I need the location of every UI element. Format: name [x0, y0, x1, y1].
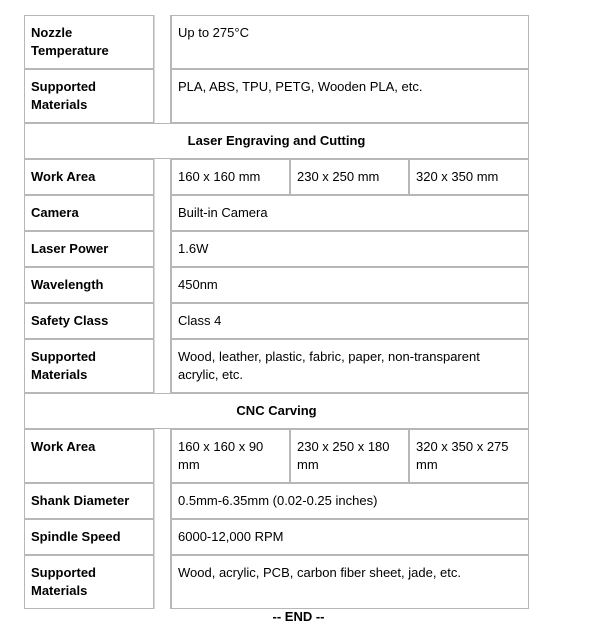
- section-title-laser: Laser Engraving and Cutting: [24, 123, 529, 159]
- spec-label: Work Area: [24, 429, 154, 483]
- work-area-option: 230 x 250 mm: [290, 159, 409, 195]
- table-row: [24, 231, 529, 267]
- table-row: [24, 69, 529, 123]
- column-gap: [154, 267, 171, 303]
- spec-value: Up to 275°C: [171, 15, 529, 69]
- spec-label: Supported Materials: [24, 555, 154, 609]
- spec-value: Built-in Camera: [171, 195, 529, 231]
- spec-label: Camera: [24, 195, 154, 231]
- spec-value: Wood, acrylic, PCB, carbon fiber sheet, jade, etc.: [171, 555, 529, 609]
- column-gap: [154, 303, 171, 339]
- table-row: [24, 555, 529, 609]
- table-row: [24, 267, 529, 303]
- column-gap: [154, 339, 171, 393]
- end-marker: -- END --: [272, 609, 325, 624]
- spec-label: Nozzle Temperature: [24, 15, 154, 69]
- table-row: [24, 15, 529, 69]
- work-area-option: 230 x 250 x 180 mm: [290, 429, 409, 483]
- spec-label: Safety Class: [24, 303, 154, 339]
- spec-label: Spindle Speed: [24, 519, 154, 555]
- table-row: [24, 303, 529, 339]
- column-gap: [154, 519, 171, 555]
- work-area-option: 320 x 350 mm: [409, 159, 529, 195]
- column-gap: [154, 15, 171, 69]
- work-area-option: 160 x 160 mm: [171, 159, 290, 195]
- work-area-option: 320 x 350 x 275 mm: [409, 429, 529, 483]
- table-row: [24, 519, 529, 555]
- spec-label: Supported Materials: [24, 69, 154, 123]
- column-gap: [154, 195, 171, 231]
- spec-value: 0.5mm-6.35mm (0.02-0.25 inches): [171, 483, 529, 519]
- spec-table: [24, 15, 529, 609]
- spec-value: 6000-12,000 RPM: [171, 519, 529, 555]
- spec-label: Shank Diameter: [24, 483, 154, 519]
- spec-label: Work Area: [24, 159, 154, 195]
- table-row: [24, 339, 529, 393]
- spec-label: Laser Power: [24, 231, 154, 267]
- table-row: [24, 483, 529, 519]
- column-gap: [154, 69, 171, 123]
- spec-label: Supported Materials: [24, 339, 154, 393]
- work-area-option: 160 x 160 x 90 mm: [171, 429, 290, 483]
- spec-label: Wavelength: [24, 267, 154, 303]
- spec-value: Class 4: [171, 303, 529, 339]
- spec-value: 450nm: [171, 267, 529, 303]
- section-title-cnc: CNC Carving: [24, 393, 529, 429]
- section-header-row: [24, 123, 529, 159]
- table-row: [24, 429, 529, 483]
- spec-value: PLA, ABS, TPU, PETG, Wooden PLA, etc.: [171, 69, 529, 123]
- table-row: [24, 195, 529, 231]
- column-gap: [154, 159, 171, 195]
- section-header-row: [24, 393, 529, 429]
- column-gap: [154, 429, 171, 483]
- column-gap: [154, 231, 171, 267]
- column-gap: [154, 483, 171, 519]
- table-row: [24, 159, 529, 195]
- spec-value: Wood, leather, plastic, fabric, paper, non-transparent acrylic, etc.: [171, 339, 529, 393]
- spec-value: 1.6W: [171, 231, 529, 267]
- column-gap: [154, 555, 171, 609]
